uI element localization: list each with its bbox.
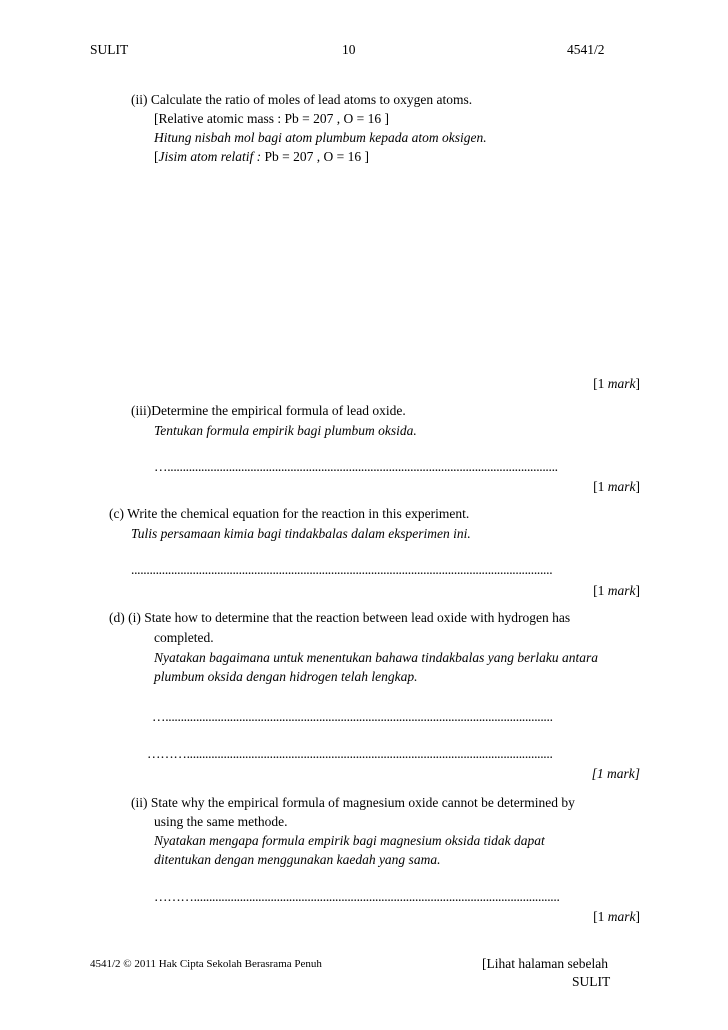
mark-value: 1 — [597, 376, 605, 391]
question-d2-label: (ii) State why the empirical formula of magnesium oxide cannot be determined by — [131, 795, 575, 810]
footer-next-page: [Lihat halaman sebelah — [482, 956, 608, 971]
mark-value: 1 — [597, 583, 605, 598]
mark-word: mark — [607, 376, 636, 391]
question-b2-ms-note-prefix: Jisim atom relatif : — [158, 149, 262, 164]
question-c-answer-line[interactable]: ......................................................................................................................................... — [131, 562, 553, 577]
paper-code: 4541/2 — [567, 42, 605, 57]
question-d2-ms-line2: ditentukan dengan menggunakan kaedah yang sama. — [154, 852, 441, 867]
question-b2-mark: [1 mark] — [593, 376, 640, 391]
question-b3-label: (iii)Determine the empirical formula of lead oxide. — [131, 403, 406, 418]
question-d1-ms-line1: Nyatakan bagaimana untuk menentukan bahawa tindakbalas yang berlaku antara — [154, 650, 598, 665]
mark-word: mark — [607, 583, 636, 598]
footer-sulit: SULIT — [572, 974, 611, 989]
header-sulit: SULIT — [90, 42, 129, 57]
mark-word: mark — [607, 909, 636, 924]
question-d1-label: (d) (i) State how to determine that the reaction between lead oxide with hydrogen has — [109, 610, 571, 625]
question-d1-answer-line-2[interactable]: ………....................................................................................................................... — [147, 746, 553, 761]
mark-value: 1 — [597, 909, 605, 924]
question-d2-mark: [1 mark] — [593, 909, 640, 924]
question-d2-ms-line1: Nyatakan mengapa formula empirik bagi magnesium oksida tidak dapat — [154, 833, 545, 848]
question-d1-label-cont: completed. — [154, 630, 214, 645]
page-number: 10 — [342, 42, 356, 57]
question-b3-ms-text: Tentukan formula empirik bagi plumbum oksida. — [154, 423, 417, 438]
question-b3-mark: [1 mark] — [593, 479, 640, 494]
question-b2-label: (ii) Calculate the ratio of moles of lead atoms to oxygen atoms. — [131, 92, 473, 107]
question-c-mark: [1 mark] — [593, 583, 640, 598]
mark-value: 1 — [597, 479, 605, 494]
question-c-label: (c) Write the chemical equation for the reaction in this experiment. — [109, 506, 470, 521]
question-b2-en-note: [Relative atomic mass : Pb = 207 , O = 16 ] — [154, 111, 389, 126]
question-d2-answer-line[interactable]: ………....................................................................................................................... — [154, 889, 560, 904]
question-b2-ms-text: Hitung nisbah mol bagi atom plumbum kepada atom oksigen. — [154, 130, 487, 145]
question-c-ms-text: Tulis persamaan kimia bagi tindakbalas dalam eksperimen ini. — [131, 526, 471, 541]
question-b2-ms-note-values: Pb = 207 , O = 16 ] — [264, 149, 369, 164]
question-d2-label-cont: using the same methode. — [154, 814, 288, 829]
footer-copyright: 4541/2 © 2011 Hak Cipta Sekolah Berasrama Penuh — [90, 958, 322, 970]
mark-word: mark — [607, 479, 636, 494]
question-d1-answer-line-1[interactable]: ….............................................................................................................................. — [152, 709, 553, 724]
question-d1-ms-line2: plumbum oksida dengan hidrogen telah lengkap. — [154, 669, 418, 684]
question-b3-answer-line[interactable]: …............................................................................................................................... — [154, 459, 558, 474]
question-d1-mark: [1 mark] — [591, 766, 640, 781]
question-b2-ms-note: [Jisim atom relatif : Pb = 207 , O = 16 ] — [154, 149, 369, 164]
